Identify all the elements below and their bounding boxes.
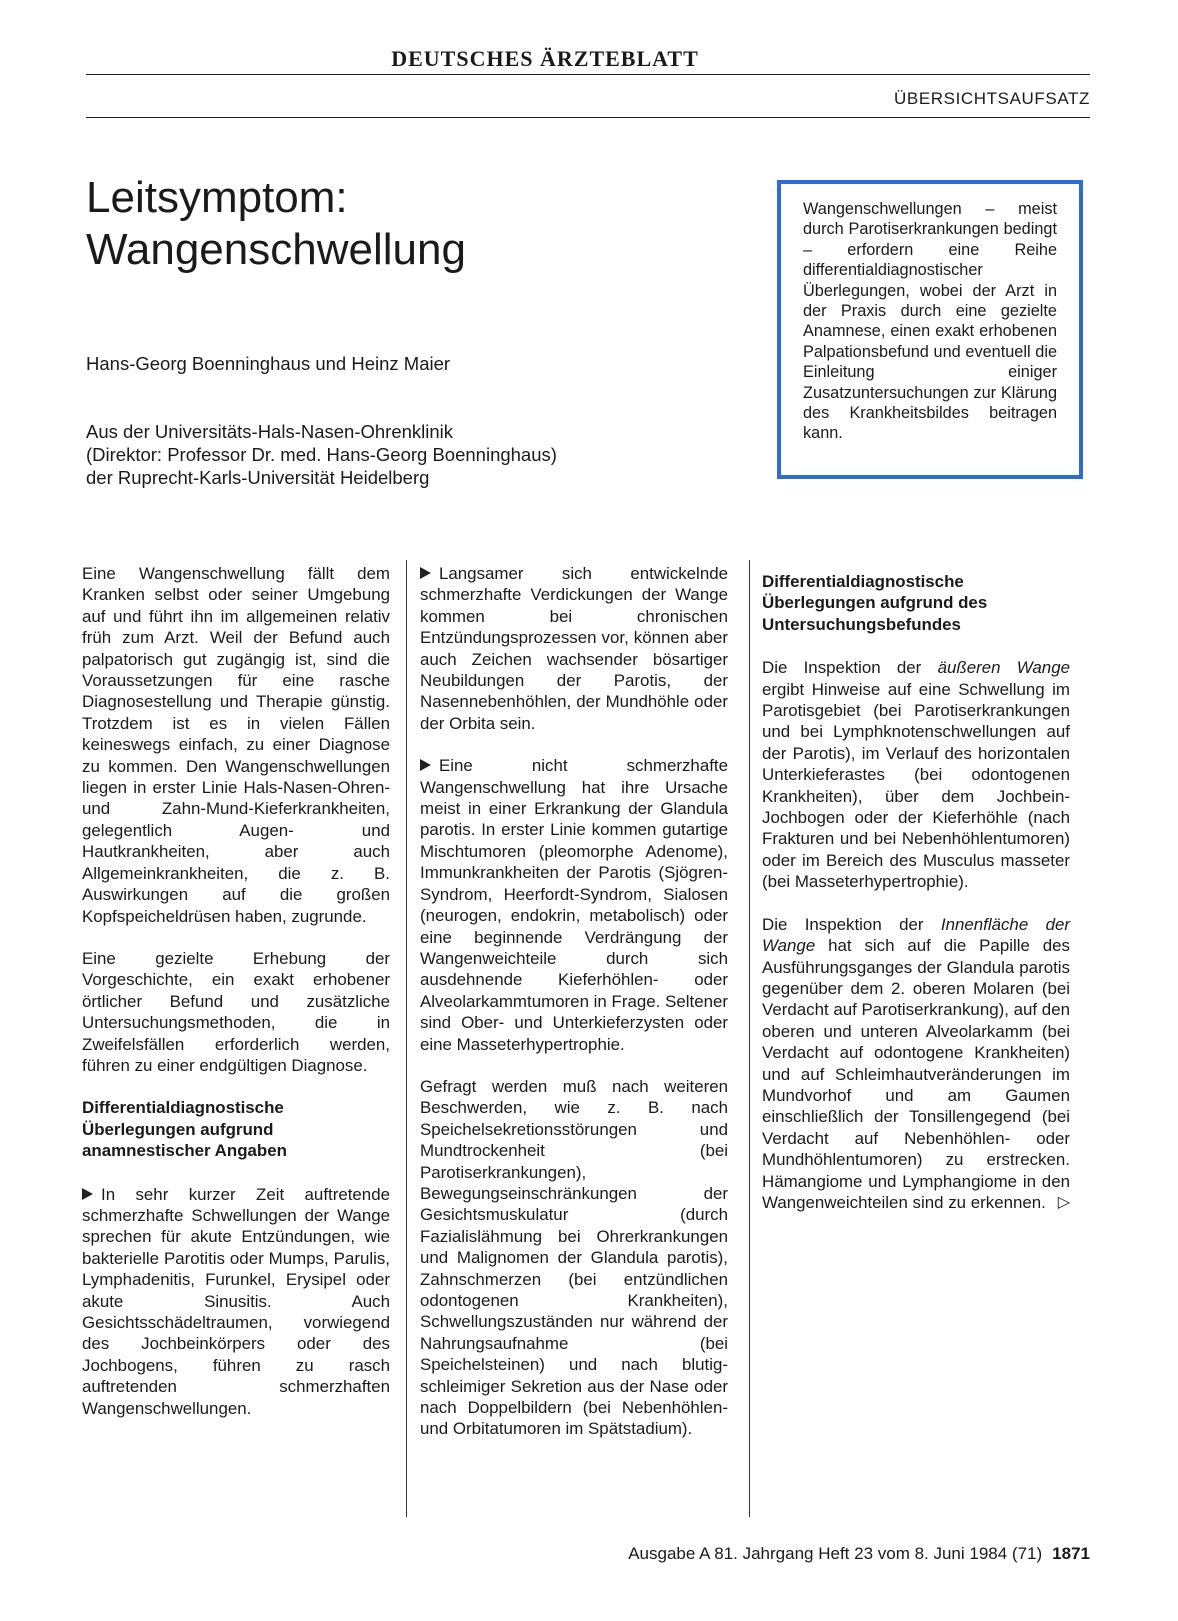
- column-divider-1: [406, 560, 407, 1517]
- heading-anamnestic-line-2: Überlegungen aufgrund: [82, 1119, 274, 1139]
- bullet-triangle-icon: [420, 759, 431, 771]
- page-number: 1871: [1052, 1544, 1090, 1563]
- heading-anamnestic-line-1: Differentialdiagnostische: [82, 1098, 284, 1118]
- paragraph-outer-cheek-text-b: ergibt Hinweise auf eine Schwellung im Parotisgebiet (bei Parotiserkrankungen und bei Lymphknotenschwellungen auf der Parotis), im Verlauf des horizontalen Unterkieferastes (bei odontogenen Krankheiten), über dem Jochbein-Jochbogen oder der Kieferhöhle (nach Frakturen und bei Nebenhöhlentumoren) oder im Bereich des Musculus masseter (bei Masseterhypertrophie).: [762, 679, 1070, 892]
- abstract-box: [777, 180, 1083, 479]
- authors: Hans-Georg Boenninghaus und Heinz Maier: [86, 353, 451, 374]
- paragraph-inner-cheek-text-b: hat sich auf die Papille des Ausführungsganges der Glandula parotis gegenüber dem 2. oberen Molaren (bei Verdacht auf Parotiserkrankung), auf den oberen und unteren Alveolarkamm (bei Verdacht auf odontogene Krankheiten) und auf Schleimhautveränderungen im Mundvorhof und am Gaumen einschließlich der Tonsillengegend (bei Verdacht auf Nebenhöhlen- oder Mundhöhlentumoren) zu erstrecken. Hämangiome und Lymphangiome in den Wangenweichteilen sind zu erkennen.: [762, 936, 1070, 1212]
- heading-findings-line-3: Untersuchungsbefundes: [762, 614, 961, 634]
- article-title: [86, 172, 466, 276]
- journal-masthead: DEUTSCHES ÄRZTEBLATT: [391, 46, 699, 71]
- text-column-2: [420, 563, 728, 1461]
- paragraph-painless: [420, 755, 728, 1055]
- title-line-1: Leitsymptom:: [86, 173, 348, 222]
- bullet-triangle-icon: [420, 567, 431, 579]
- paragraph-acute-text: In sehr kurzer Zeit auftretende schmerzhafte Schwellungen der Wange sprechen für akute Entzündungen, wie bakterielle Parotitis oder Mumps, Parulis, Lymphadenitis, Furunkel, Erysipel oder akute Sinusitis. Auch Gesichtsschädeltraumen, vorwiegend des Jochbeinkörpers oder des Jochbogens, führen zu rasch auftretenden schmerzhaften Wangenschwellungen.: [82, 1184, 390, 1418]
- paragraph-inner-cheek-text-a: Die Inspektion der: [762, 914, 941, 934]
- abstract-text: Wangenschwellungen – meist durch Parotiserkrankungen bedingt – erfordern eine Reihe differentialdiagnostischer Überlegungen, wobei der Arzt in der Praxis durch eine gezielte Anamnese, einen exakt erhobenen Palpationsbefund und eventuell die Einleitung einiger Zusatzuntersuchungen zur Klärung des Krankheitsbildes beitragen kann.: [803, 200, 1057, 443]
- paragraph-outer-cheek: [762, 657, 1070, 892]
- paragraph-inner-cheek: [762, 914, 1070, 1214]
- inner-cheek-emphasis: Innenfläche der Wange: [762, 914, 1070, 956]
- heading-anamnestic-line-3: anamnestischer Angaben: [82, 1141, 287, 1161]
- paragraph-acute: [82, 1184, 390, 1419]
- heading-findings-line-1: Differentialdiagnostische: [762, 572, 964, 591]
- heading-findings-line-2: Überlegungen aufgrund des: [762, 593, 988, 613]
- heading-findings: [762, 571, 1070, 635]
- bullet-triangle-icon: [82, 1188, 93, 1200]
- paragraph-outer-cheek-text-a: Die Inspektion der: [762, 658, 938, 678]
- outer-cheek-emphasis: äußeren Wange: [937, 658, 1070, 678]
- header-rule-top: [86, 74, 1090, 75]
- text-column-1: [82, 563, 390, 1440]
- affiliation-line-1: Aus der Universitäts-Hals-Nasen-Ohrenklinik: [86, 421, 454, 442]
- column-divider-2: [749, 560, 750, 1517]
- text-column-3: [762, 563, 1070, 1234]
- page-footer: [628, 1544, 1090, 1564]
- affiliation-line-2: (Direktor: Professor Dr. med. Hans-Georg Boenninghaus): [86, 444, 557, 465]
- paragraph-intro: Eine Wangenschwellung fällt dem Kranken selbst oder seiner Umgebung auf und führt ihn im allgemeinen relativ früh zum Arzt. Weil der Befund auch palpatorisch gut zugängig ist, sind die Voraussetzungen für eine rasche Diagnosestellung und Therapie günstig. Trotzdem ist es in vielen Fällen keineswegs einfach, zu einer Diagnose zu kommen. Den Wangenschwellungen liegen in erster Linie Hals-Nasen-Ohren- und Zahn-Mund-Kieferkrankheiten, gelegentlich Augen- und Hautkrankheiten, aber auch Allgemeinkrankheiten, die z. B. Auswirkungen auf die großen Kopfspeicheldrüsen haben, zugrunde.: [82, 564, 390, 926]
- paragraph-painless-text: Eine nicht schmerzhafte Wangenschwellung hat ihre Ursache meist in einer Erkrankung der Glandula parotis. In erster Linie kommen gutartige Mischtumoren (pleomorphe Adenome), Immunkrankheiten der Parotis (Sjögren-Syndrom, Heerfordt-Syndrom, Sialosen (neurogen, endokrin, metabolisch) oder eine beginnende Verdrängung der Wangenweichteile durch sich ausdehnende Kieferhöhlen- oder Alveolarkammtumoren in Frage. Seltener sind Ober- und Unterkieferzysten oder eine Masseterhypertrophie.: [420, 756, 728, 1054]
- paragraph-symptoms: Gefragt werden muß nach weiteren Beschwerden, wie z. B. nach Speichelsekretionsstörungen und Mundtrockenheit (bei Parotiserkrankungen), Bewegungseinschränkungen der Gesichtsmuskulatur (durch Fazialislähmung bei Ohrerkrankungen und Malignomen der Glandula parotis), Zahnschmerzen (bei entzündlichen odontogenen Krankheiten), Schwellungszuständen nur während der Nahrungsaufnahme (bei Speichelsteinen) und nach blutig-schleimiger Sekretion aus der Nase oder nach Doppelbildern (bei Nebenhöhlen- und Orbitatumoren im Spätstadium).: [420, 1076, 728, 1439]
- header-rule-bottom: [86, 117, 1090, 118]
- affiliation: [86, 420, 557, 489]
- affiliation-line-3: der Ruprecht-Karls-Universität Heidelberg: [86, 467, 430, 488]
- section-label: ÜBERSICHTSAUFSATZ: [894, 89, 1090, 108]
- heading-anamnestic: [82, 1097, 390, 1161]
- paragraph-history: Eine gezielte Erhebung der Vorgeschichte, ein exakt erhobener örtlicher Befund und zusätzliche Untersuchungsmethoden, die in Zweifelsfällen erforderlich werden, führen zu einer endgültigen Diagnose.: [82, 948, 390, 1075]
- continue-arrow-icon: ▷: [1057, 1193, 1070, 1211]
- issue-info: Ausgabe A 81. Jahrgang Heft 23 vom 8. Juni 1984 (71): [628, 1544, 1043, 1563]
- paragraph-slow-text: Langsamer sich entwickelnde schmerzhafte Verdickungen der Wange kommen bei chronischen Entzündungsprozessen vor, können aber auch Zeichen wachsender bösartiger Neubildungen der Parotis, der Nasennebenhöhlen, der Mundhöhle oder der Orbita sein.: [420, 564, 728, 733]
- title-line-2: Wangenschwellung: [86, 225, 466, 274]
- paragraph-slow: [420, 563, 728, 734]
